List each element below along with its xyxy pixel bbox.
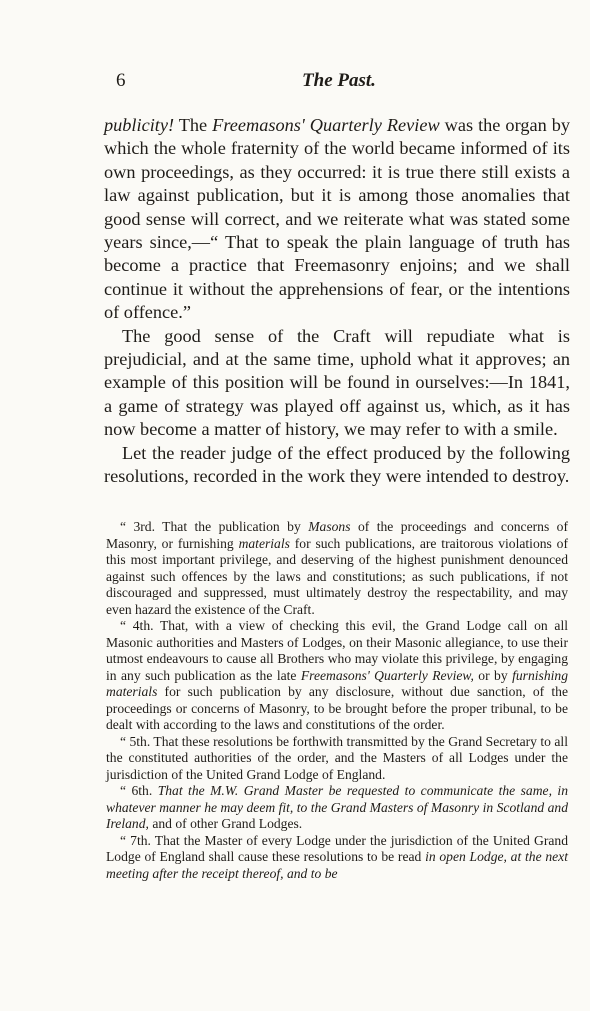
main-text <box>104 114 570 489</box>
paragraph-publicity: publicity! The Freemasons' Quarterly Review was the organ by which the whole fraternity of the world became informed of its own proceedings, as they occurred: it is true there still exists a law against publication, but it is among those anomalies that good sense will correct, and we reiterate what was stated some years since,—“ That to speak the plain language of truth has become a practice that Freemasonry enjoins; and we shall continue it without the apprehensions of fear, or the intentions of offence.” <box>104 115 571 323</box>
resolution-5th: “ 5th. That these resolutions be forthwith transmitted by the Grand Secretary to all the constituted authorities of the order, and the Masters of all Lodges under the jurisdiction of the United Grand Lodge of England. <box>106 733 568 782</box>
resolution-4th: “ 4th. That, with a view of checking this evil, the Grand Lodge call on all Masonic authorities and Masters of Lodges, on their Masonic allegiance, to use their utmost endeavours to cause all Brothers who may violate this privilege, by engaging in any such publication as the late Freemasons' Quarterly Review, or by furnishing materials for such publication by any disclosure, without due sanction, of the proceedings or concerns of Masonry, to be brought before the proper tribunal, to be dealt with according to the laws and constitutions of the order. <box>106 618 568 732</box>
resolution-6th: “ 6th. That the M.W. Grand Master be requested to communicate the same, in whatever manner he may deem fit, to the Grand Masters of Masonry in Scotland and Ireland, and of other Grand Lodges. <box>106 783 568 831</box>
review-title: Freemasons' Quarterly Review <box>212 115 440 135</box>
paragraph-good-sense: The good sense of the Craft will repudiate what is prejudicial, and at the same time, uphold what it approves; an example of this position will be found in ourselves:—In 1841, a game of strategy was played off against us, which, as it has now become a matter of history, we may refer to with a smile. <box>104 325 570 440</box>
page-number: 6 <box>116 70 126 91</box>
running-head <box>104 70 574 94</box>
running-title: The Past. <box>302 70 376 91</box>
resolution-7th: “ 7th. That the Master of every Lodge under the jurisdiction of the United Grand Lodge of England shall cause these resolutions to be read in open Lodge, at the next meeting after the receipt thereof, and to be <box>106 832 568 881</box>
resolution-3rd: “ 3rd. That the publication by Masons of the proceedings and concerns of Masonry, or furnishing materials for such publications, are traitorous violations of this most important privilege, and deserving of the highest punishment denounced against such offences by the laws and constitutions; as such publications, if not discouraged and suppressed, must ultimately destroy the respectability, and may even hazard the existence of the Craft. <box>106 519 569 617</box>
paragraph-reader-judge: Let the reader judge of the effect produced by the following resolutions, recorded in the work they were intended to destroy. <box>104 442 570 487</box>
lead-word: publicity! <box>104 115 175 135</box>
resolutions-quote <box>106 519 568 882</box>
